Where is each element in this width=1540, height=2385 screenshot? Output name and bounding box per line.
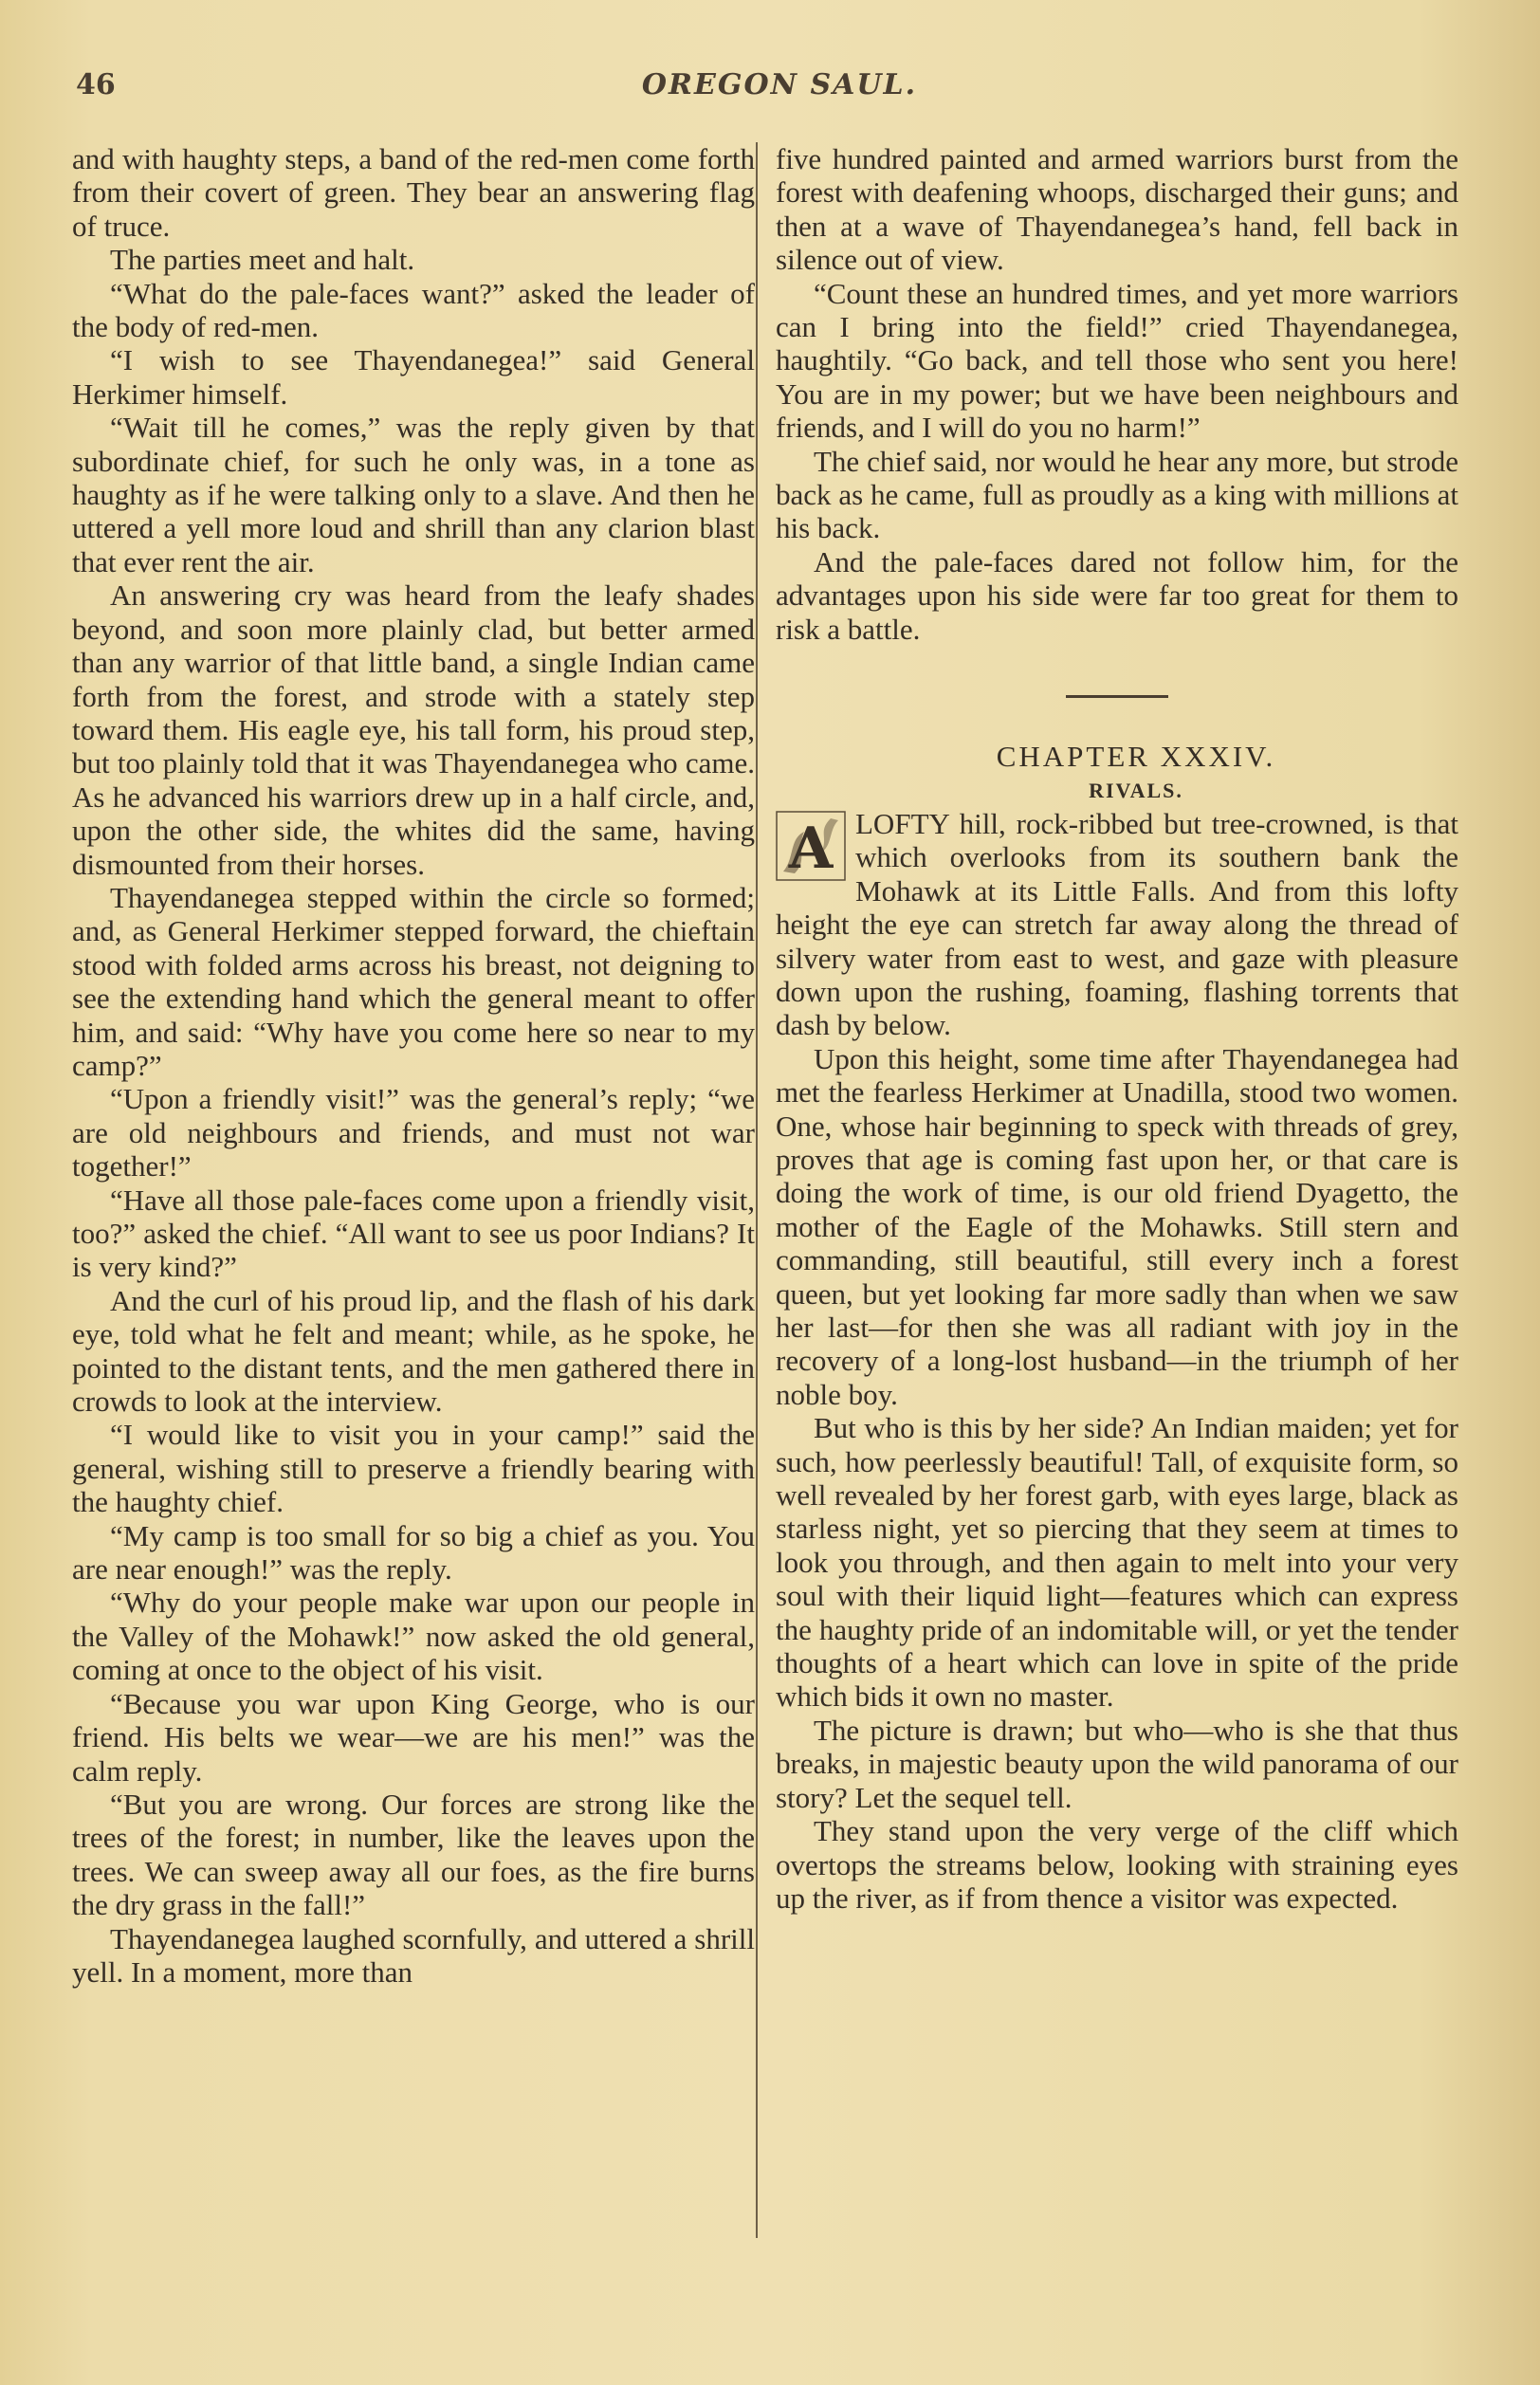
paragraph: And the pale-faces dared not follow him, for the advantages upon his side were far too great for them to risk a battle.	[776, 544, 1458, 646]
right-column	[776, 142, 1458, 1915]
chapter-subtitle: RIVALS.	[1089, 778, 1183, 802]
chapter-title: CHAPTER XXXIV.	[996, 740, 1276, 774]
paragraph: “Because you war upon King George, who is our friend. His belts we wear—we are his men!” was the calm reply.	[72, 1686, 755, 1788]
right-column-opening-text	[776, 142, 1458, 646]
running-title: OREGON SAUL.	[641, 68, 918, 101]
paragraph: The chief said, nor would he hear any more, but strode back as he came, full as proudly as a king with millions at his back.	[776, 444, 1458, 545]
right-column-closing-text	[776, 1042, 1458, 1916]
page-header	[76, 68, 1483, 116]
paragraph: and with haughty steps, a band of the red-men come forth from their covert of green. They bear an answering flag of truce.	[72, 142, 755, 243]
dropcap-letter: A	[788, 815, 834, 881]
paragraph: “Why do your people make war upon our people in the Valley of the Mohawk!” now asked the old general, coming at once to the object of his visit.	[72, 1586, 755, 1687]
paragraph: “Have all those pale-faces come upon a friendly visit, too?” asked the chief. “All want to see us poor Indians? It is very kind?”	[72, 1183, 755, 1284]
left-column	[72, 142, 755, 1989]
paragraph: But who is this by her side? An Indian maiden; yet for such, how peerlessly beautiful! Tall, of exquisite form, so well revealed by her forest garb, with eyes large, black as starless night, yet so piercing that they seem at times to look you through, and then again to melt into your very soul with their liquid light—features which can express the haughty pride of an indomitable will, or yet the tender thoughts of a heart which can love in spite of the pride which bids it own no master.	[776, 1411, 1458, 1714]
paragraph: “But you are wrong. Our forces are strong like the trees of the forest; in number, like the leaves upon the trees. We can sweep away all our foes, as the fire burns the dry grass in the fall!”	[72, 1787, 755, 1922]
paragraph: five hundred painted and armed warriors burst from the forest with deafening whoops, discharged their guns; and then at a wave of Thayendanegea’s hand, fell back in silence out of view.	[776, 142, 1458, 277]
paragraph: “My camp is too small for so big a chief as you. You are near enough!” was the reply.	[72, 1518, 755, 1587]
paragraph: “What do the pale-faces want?” asked the leader of the body of red-men.	[72, 276, 755, 344]
paragraph: “Wait till he comes,” was the reply given by that subordinate chief, for such he only was, in a tone as haughty as if he were talking only to a slave. And then he uttered a yell more loud and shrill than any clarion blast that ever rent the air.	[72, 411, 755, 578]
dropcap-ornament-icon	[776, 811, 846, 881]
paragraph: “Count these an hundred times, and yet more warriors can I bring into the field!” cried Thayendanegea, haughtily. “Go back, and tell those who sent you here! You are in my power; but we have been neighbours and friends, and I will do you no harm!”	[776, 276, 1458, 445]
page-number: 46	[76, 68, 116, 101]
paragraph: Thayendanegea stepped within the circle so formed; and, as General Herkimer stepped forward, the chieftain stood with folded arms across his breast, not deigning to see the extending hand which the general meant to offer him, and said: “Why have you come here so near to my camp?”	[72, 880, 755, 1082]
paragraph: They stand upon the very verge of the cliff which overtops the streams below, looking with straining eyes up the river, as if from thence a visitor was expected.	[776, 1814, 1458, 1915]
ornamental-dropcap	[776, 811, 846, 881]
paragraph: “Upon a friendly visit!” was the general’s reply; “we are old neighbours and friends, and must not war together!”	[72, 1082, 755, 1183]
chapter-first-paragraph-text: LOFTY hill, rock-ribbed but tree-crowned, is that which overlooks from its southern bank the Mohawk at its Little Falls. And from this lofty height the eye can stretch far away along the thread of silvery water from east to west, and gaze with pleasure down upon the rushing, foaming, flashing torrents that dash by below.	[776, 806, 1458, 1042]
paragraph: Thayendanegea laughed scornfully, and uttered a shrill yell. In a moment, more than	[72, 1921, 755, 1989]
paragraph: “I would like to visit you in your camp!” said the general, wishing still to preserve a friendly bearing with the haughty chief.	[72, 1418, 755, 1519]
chapter-first-paragraph	[776, 807, 1458, 1042]
section-rule	[1066, 695, 1168, 698]
paragraph: The picture is drawn; but who—who is she that thus breaks, in majestic beauty upon the wild panorama of our story? Let the sequel tell.	[776, 1713, 1458, 1814]
paragraph: An answering cry was heard from the leafy shades beyond, and soon more plainly clad, but better armed than any warrior of that little band, a single Indian came forth from the forest, and strode with a stately step toward them. His eagle eye, his tall form, his proud step, but too plainly told that it was Thayendanegea who came. As he advanced his warriors drew up in a half circle, and, upon the other side, the whites did the same, having dismounted from their horses.	[72, 578, 755, 881]
paragraph: Upon this height, some time after Thayendanegea had met the fearless Herkimer at Unadilla, stood two women. One, whose hair beginning to speck with threads of grey, proves that age is coming fast upon her, or that care is doing the work of time, is our old friend Dyagetto, the mother of the Eagle of the Mohawks. Still stern and commanding, still beautiful, still every inch a forest queen, but yet looking far more sadly than when we saw her last—for then she was all radiant with joy in the recovery of a long-lost husband—in the triumph of her noble boy.	[776, 1041, 1458, 1411]
paragraph: The parties meet and halt.	[110, 243, 415, 277]
paragraph: “I wish to see Thayendanegea!” said General Herkimer himself.	[72, 343, 755, 411]
paragraph: And the curl of his proud lip, and the flash of his dark eye, told what he felt and meant; while, as he spoke, he pointed to the distant tents, and the men gathered there in crowds to look at the interview.	[72, 1283, 755, 1419]
column-divider	[756, 142, 758, 2238]
